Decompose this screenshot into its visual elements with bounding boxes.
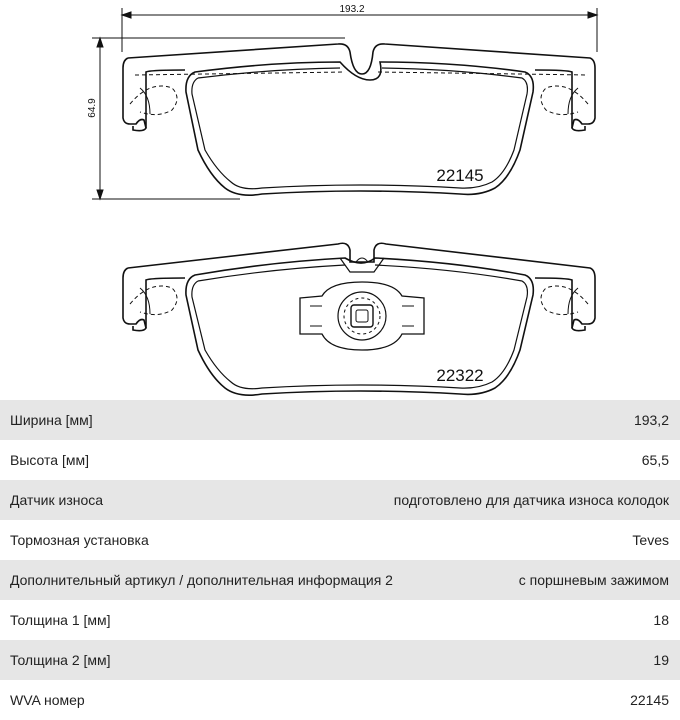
top-part-number: 22145 [436, 166, 484, 185]
spec-row-thickness-1 [0, 600, 680, 640]
spec-row-height [0, 440, 680, 480]
height-dimension-label: 64.9 [87, 98, 98, 118]
spec-value: 19 [653, 652, 669, 668]
spec-label: Толщина 1 [мм] [10, 612, 111, 628]
spec-label: Ширина [мм] [10, 412, 93, 428]
spec-row-width [0, 400, 680, 440]
specifications-table [0, 400, 680, 720]
spec-value: 193,2 [633, 412, 669, 428]
spec-label: Тормозная установка [10, 532, 149, 548]
spec-label: Высота [мм] [10, 452, 89, 468]
top-brake-pad [123, 44, 595, 195]
spec-row-wear-sensor [0, 480, 680, 520]
spec-value: Teves [632, 532, 669, 548]
spec-row-brake-system [0, 520, 680, 560]
bottom-brake-pad [123, 243, 595, 395]
spec-row-wva-number [0, 680, 680, 720]
spec-label: Датчик износа [10, 492, 104, 508]
spec-label: WVA номер [10, 692, 85, 708]
spec-value: 22145 [630, 692, 669, 708]
spec-label: Толщина 2 [мм] [10, 652, 111, 668]
spec-value: 18 [653, 612, 669, 628]
spec-value: 65,5 [641, 452, 669, 468]
bottom-part-number: 22322 [436, 366, 484, 385]
width-dimension-label: 193.2 [339, 4, 365, 15]
spec-row-thickness-2 [0, 640, 680, 680]
spec-value: подготовлено для датчика износа колодок [393, 492, 669, 508]
spec-row-additional-info [0, 560, 680, 600]
spec-value: с поршневым зажимом [518, 572, 669, 588]
spec-label: Дополнительный артикул / дополнительная информация 2 [10, 572, 393, 588]
